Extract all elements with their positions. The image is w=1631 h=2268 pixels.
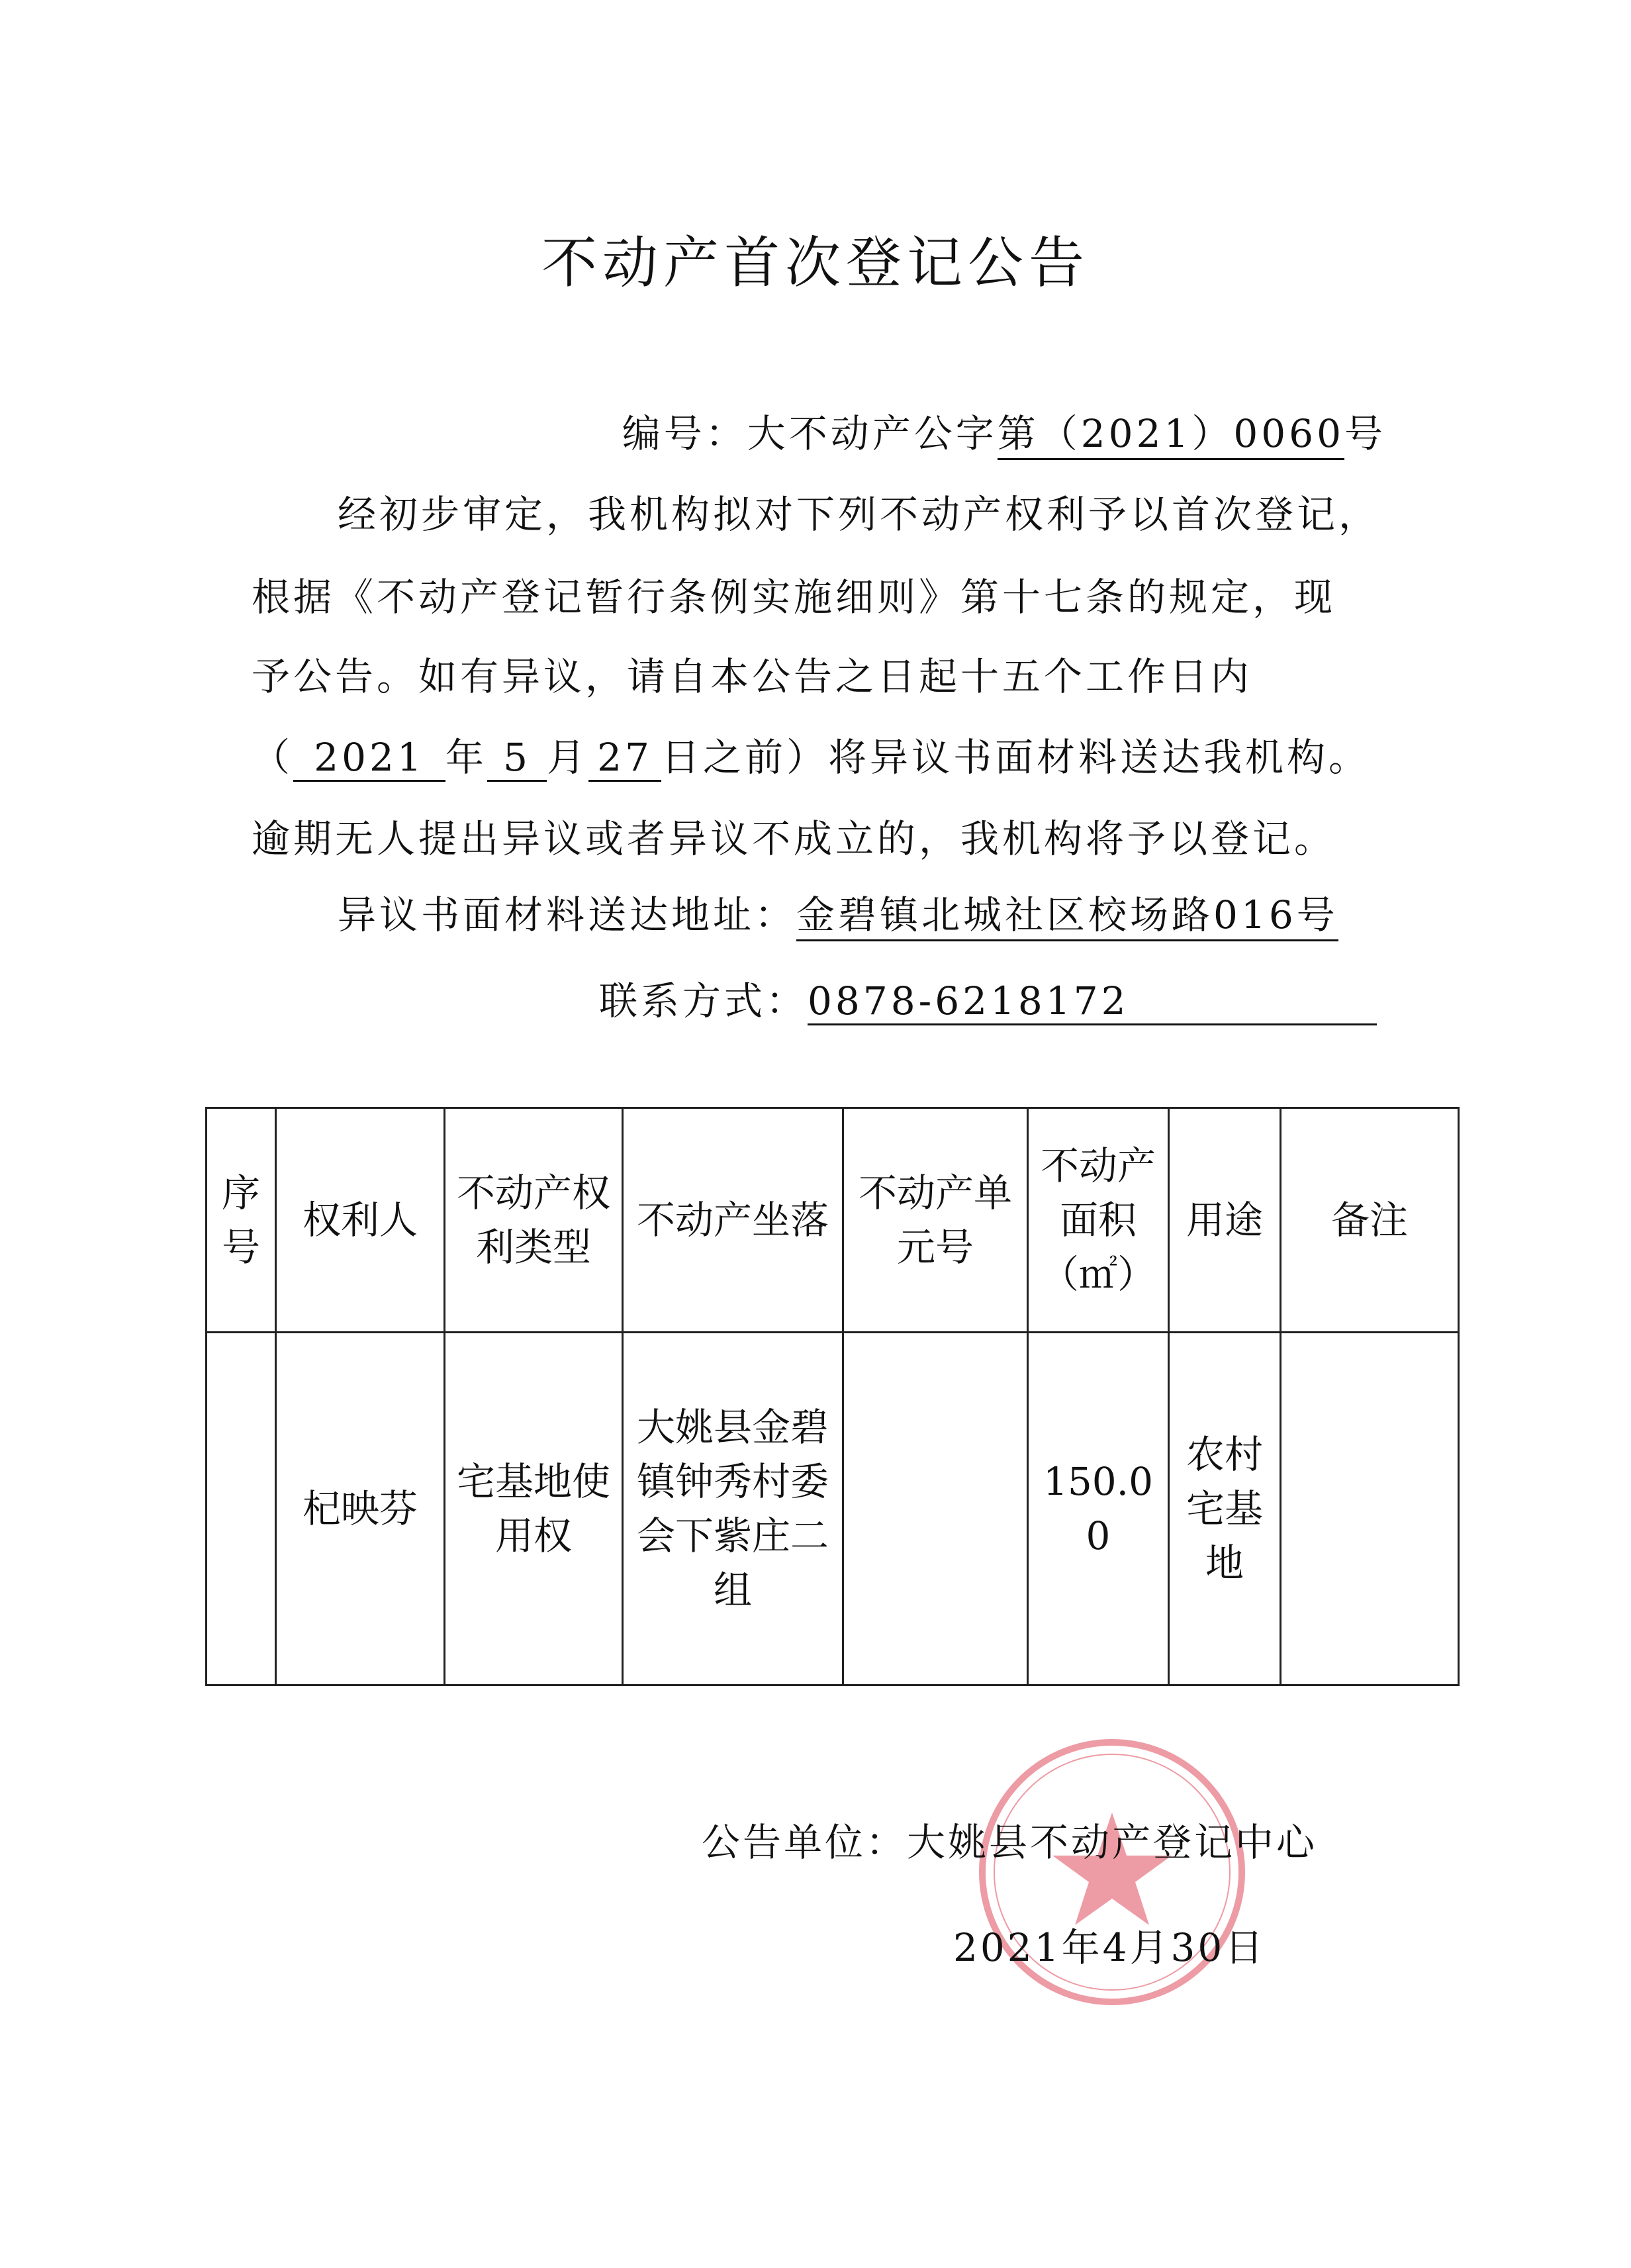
registration-table bbox=[205, 1107, 1460, 1686]
header-remark: 备注 bbox=[1281, 1108, 1459, 1333]
ref-prefix: 大不动产公字 bbox=[747, 411, 998, 456]
contact-label: 联系方式： bbox=[599, 978, 808, 1023]
cell-unit-no bbox=[843, 1333, 1028, 1685]
paragraph-line-5: 逾期无人提出异议或者异议不成立的，我机构将予以登记。 bbox=[252, 816, 1336, 861]
issue-date: 2021年4月30日 bbox=[953, 1925, 1266, 1970]
cell-right-type: 宅基地使用权 bbox=[445, 1333, 623, 1685]
deadline-open-paren: （ bbox=[252, 735, 294, 780]
issuer-name: 大姚县不动产登记中心 bbox=[907, 1820, 1318, 1865]
paragraph-line-3: 予公告。如有异议，请自本公告之日起十五个工作日内 bbox=[252, 654, 1253, 699]
paragraph-line-4-deadline bbox=[252, 726, 1370, 782]
cell-holder: 杞映芬 bbox=[276, 1333, 445, 1685]
reference-number bbox=[622, 402, 1386, 460]
deadline-year: 2021 bbox=[293, 735, 445, 782]
document-title: 不动产首次登记公告 bbox=[541, 230, 1090, 295]
header-seq: 序号 bbox=[207, 1108, 276, 1333]
contact-info bbox=[599, 970, 1377, 1025]
table-row bbox=[207, 1333, 1459, 1685]
deadline-year-unit: 年 bbox=[445, 735, 488, 780]
header-right-type: 不动产权利类型 bbox=[445, 1108, 623, 1333]
objection-address bbox=[338, 884, 1338, 941]
cell-area: 150.00 bbox=[1028, 1333, 1169, 1685]
ref-number: 第（2021）0060 bbox=[998, 402, 1344, 460]
paragraph-line-1: 经初步审定，我机构拟对下列不动产权利予以首次登记， bbox=[338, 492, 1381, 537]
deadline-month-unit: 月 bbox=[547, 735, 589, 780]
deadline-tail: 日之前）将异议书面材料送达我机构。 bbox=[661, 735, 1371, 780]
deadline-day: 27 bbox=[588, 735, 661, 782]
table-header-row bbox=[207, 1108, 1459, 1333]
header-area: 不动产面积（㎡） bbox=[1028, 1108, 1169, 1333]
address-label: 异议书面材料送达地址： bbox=[338, 892, 797, 937]
issuer bbox=[702, 1811, 1317, 1867]
header-holder: 权利人 bbox=[276, 1108, 445, 1333]
ref-label: 编号： bbox=[622, 411, 747, 456]
ref-suffix: 号 bbox=[1344, 411, 1386, 456]
issuer-label: 公告单位： bbox=[702, 1820, 908, 1865]
cell-location: 大姚县金碧镇钟秀村委会下紫庄二组 bbox=[623, 1333, 843, 1685]
address-value: 金碧镇北城社区校场路016号 bbox=[796, 884, 1338, 941]
cell-remark bbox=[1281, 1333, 1459, 1685]
header-location: 不动产坐落 bbox=[623, 1108, 843, 1333]
paragraph-line-2: 根据《不动产登记暂行条例实施细则》第十七条的规定，现 bbox=[252, 575, 1336, 620]
cell-usage: 农村宅基地 bbox=[1169, 1333, 1281, 1685]
cell-seq bbox=[207, 1333, 276, 1685]
header-usage: 用途 bbox=[1169, 1108, 1281, 1333]
deadline-month: 5 bbox=[487, 735, 547, 782]
header-unit-no: 不动产单元号 bbox=[843, 1108, 1028, 1333]
contact-value: 0878-6218172 bbox=[808, 978, 1377, 1025]
